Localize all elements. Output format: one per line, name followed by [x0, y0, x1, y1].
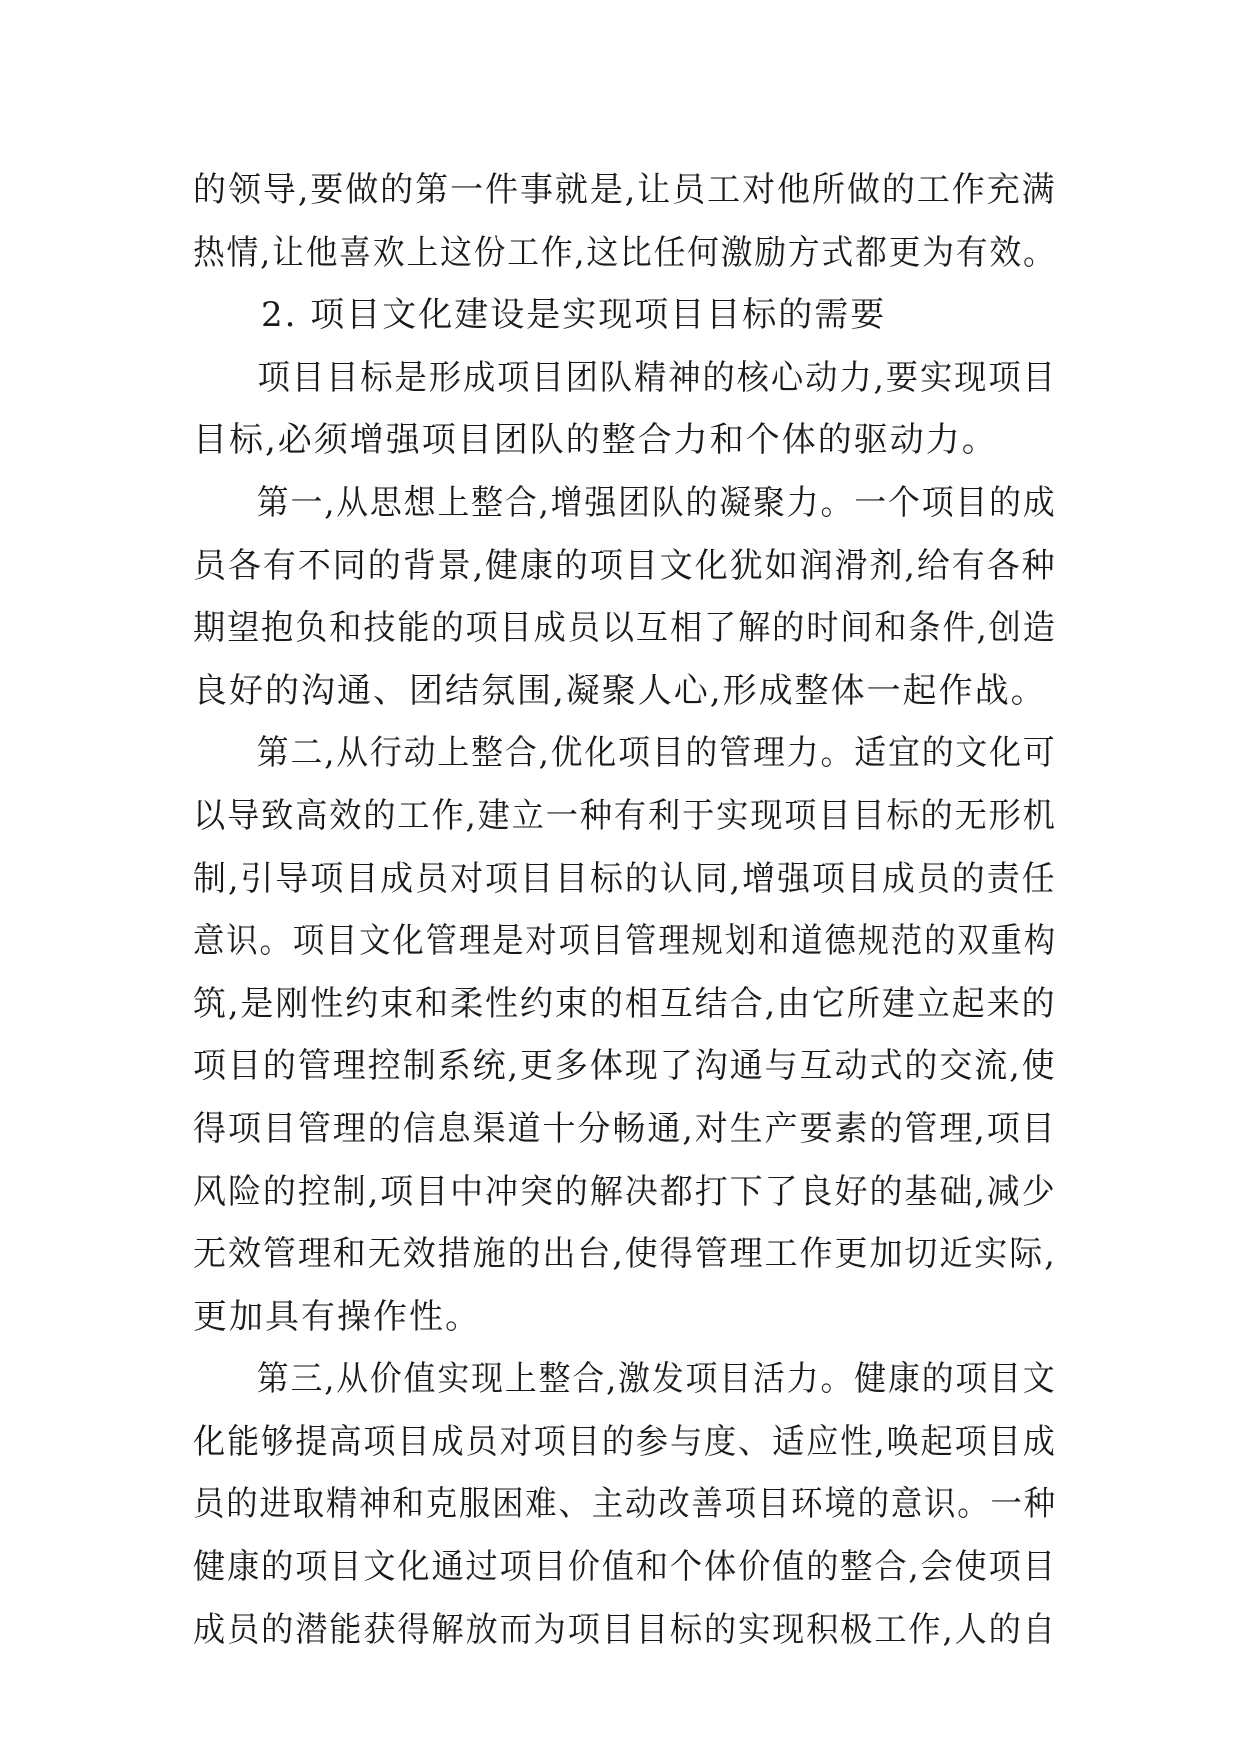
text-line: 更加具有操作性。	[193, 1296, 481, 1337]
text-line: 得项目管理的信息渠道十分畅通,对生产要素的管理,项目	[193, 1108, 1057, 1149]
text-line: 的领导,要做的第一件事就是,让员工对他所做的工作充满	[193, 170, 1057, 210]
text-line: 员的进取精神和克服困难、主动改善项目环境的意识。一种	[193, 1484, 1057, 1525]
text-line: 风险的控制,项目中冲突的解决都打下了良好的基础,减少	[193, 1171, 1057, 1212]
text-line: 制,引导项目成员对项目目标的认同,增强项目成员的责任	[193, 858, 1057, 899]
text-line: 筑,是刚性约束和柔性约束的相互结合,由它所建立起来的	[193, 983, 1057, 1024]
text-line: 项目目标是形成项目团队精神的核心动力,要实现项目	[257, 357, 1057, 398]
text-line: 良好的沟通、团结氛围,凝聚人心,形成整体一起作战。	[193, 670, 1047, 711]
text-line: 目标,必须增强项目团队的整合力和个体的驱动力。	[193, 420, 998, 461]
text-line: 第一,从思想上整合,增强团队的凝聚力。一个项目的成	[256, 482, 1057, 523]
body-text	[193, 159, 1057, 1661]
text-line: 2. 项目文化建设是实现项目目标的需要	[261, 295, 887, 336]
text-line: 健康的项目文化通过项目价值和个体价值的整合,会使项目	[193, 1547, 1057, 1588]
text-line: 化能够提高项目成员对项目的参与度、适应性,唤起项目成	[193, 1421, 1057, 1462]
text-line: 第三,从价值实现上整合,激发项目活力。健康的项目文	[256, 1359, 1057, 1400]
text-line: 无效管理和无效措施的出台,使得管理工作更加切近实际,	[193, 1234, 1057, 1275]
text-line: 热情,让他喜欢上这份工作,这比任何激励方式都更为有效。	[193, 232, 1057, 273]
text-line: 员各有不同的背景,健康的项目文化犹如润滑剂,给有各种	[193, 545, 1057, 586]
text-line: 期望抱负和技能的项目成员以互相了解的时间和条件,创造	[193, 608, 1057, 649]
text-line: 以导致高效的工作,建立一种有利于实现项目目标的无形机	[193, 795, 1057, 836]
text-line: 意识。项目文化管理是对项目管理规划和道德规范的双重构	[193, 921, 1057, 962]
text-line: 成员的潜能获得解放而为项目目标的实现积极工作,人的自	[193, 1609, 1057, 1650]
text-line: 第二,从行动上整合,优化项目的管理力。适宜的文化可	[256, 733, 1057, 774]
text-line: 项目的管理控制系统,更多体现了沟通与互动式的交流,使	[193, 1046, 1057, 1087]
